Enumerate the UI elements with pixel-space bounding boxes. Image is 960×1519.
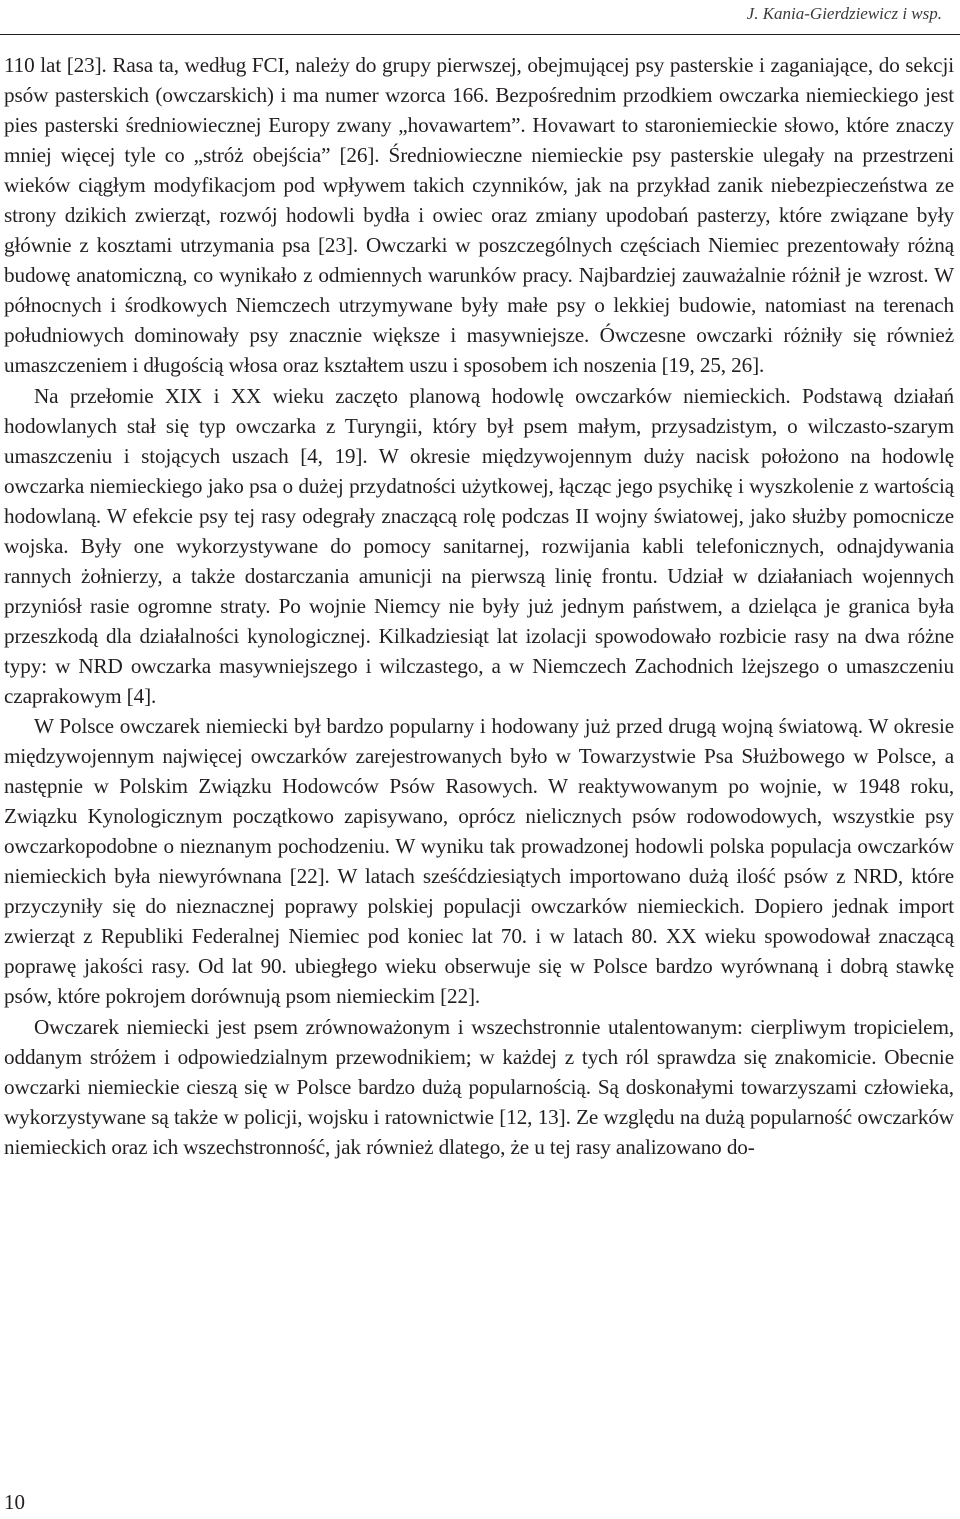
header-rule — [0, 34, 960, 35]
paragraph: 110 lat [23]. Rasa ta, według FCI, należy do grupy pierwszej, obejmującej psy pasterskie i zaganiające, do sekcji psów pasterskich (owczarskich) i ma numer wzorca 166. Bezpośrednim przodkiem owczarka niemieckiego jest pies pasterski średniowiecznej Europy zwany „hovawartem”. Hovawart to staroniemieckie słowo, które znaczy mniej więcej tyle co „stróż obejścia” [26]. Średniowieczne niemieckie psy pasterskie ulegały na przestrzeni wieków ciągłym modyfikacjom pod wpływem takich czynników, jak na przykład zanik niebezpieczeństwa ze strony dzikich zwierząt, rozwój hodowli bydła i owiec oraz zmiany upodobań pasterzy, które związane były głównie z kosztami utrzymania psa [23]. Owczarki w poszczególnych częściach Niemiec prezentowały różną budowę anatomiczną, co wynikało z odmiennych warunków pracy. Najbardziej zauważalnie różnił je wzrost. W północnych i środkowych Niemczech utrzymywane były małe psy o lekkiej budowie, natomiast na terenach południowych dominowały psy znacznie większe i masywniejsze. Ówczesne owczarki różniły się również umaszczeniem i długością włosa oraz kształtem uszu i sposobem ich noszenia [19, 25, 26]. — [4, 53, 954, 378]
running-header: J. Kania-Gierdziewicz i wsp. — [746, 4, 942, 23]
paragraph: Na przełomie XIX i XX wieku zaczęto planową hodowlę owczarków niemieckich. Podstawą działań hodowlanych stał się typ owczarka z Turyngii, który był psem małym, przysadzistym, o wilczasto-szarym umaszczeniu i stojących uszach [4, 19]. W okresie międzywojennym duży nacisk położono na hodowlę owczarka niemieckiego jako psa o dużej przydatności użytkowej, łącząc jego psychikę i wyszkolenie z wartością hodowlaną. W efekcie psy tej rasy odegrały znaczącą rolę podczas II wojny światowej, jako służby pomocnicze wojska. Były one wykorzystywane do pomocy sanitarnej, rozwijania kabli telefonicznych, odnajdywania rannych żołnierzy, a także dostarczania amunicji na pierwszą linię frontu. Udział w działaniach wojennych przyniósł rasie ogromne straty. Po wojnie Niemcy nie były już jednym państwem, a dzieląca je granica była przeszkodą dla działalności kynologicznej. Kilkadziesiąt lat izolacji spowodowało rozbicie rasy na dwa różne typy: w NRD owczarka masywniejszego i wilczastego, a w Niemczech Zachodnich lżejszego o umaszczeniu czaprakowym [4]. — [4, 383, 954, 708]
paragraph: Owczarek niemiecki jest psem zrównoważonym i wszechstronnie utalentowanym: cierpliwym tropicielem, oddanym stróżem i odpowiedzialnym przewodnikiem; w każdej z tych ról sprawdza się znakomicie. Obecnie owczarki niemieckie cieszą się w Polsce bardzo dużą popularnością. Są doskonałymi towarzyszami człowieka, wykorzystywane są także w policji, wojsku i ratownictwie [12, 13]. Ze względu na dużą popularność owczarków niemieckich oraz ich wszechstronność, jak również dlatego, że u tej rasy analizowano do- — [4, 1014, 954, 1159]
body-text — [4, 50, 954, 1162]
paragraph: W Polsce owczarek niemiecki był bardzo popularny i hodowany już przed drugą wojną światową. W okresie międzywojennym najwięcej owczarków zarejestrowanych było w Towarzystwie Psa Służbowego w Polsce, a następnie w Polskim Związku Hodowców Psów Rasowych. W reaktywowanym po wojnie, w 1948 roku, Związku Kynologicznym początkowo zapisywano, oprócz nielicznych psów rodowodowych, wszystkie psy owczarkopodobne o nieznanym pochodzeniu. W wyniku tak prowadzonej hodowli polska populacja owczarków niemieckich była niewyrównana [22]. W latach sześćdziesiątych importowano dużą ilość psów z NRD, które przyczyniły się do nieznacznej poprawy polskiej populacji owczarków niemieckich. Dopiero jednak import zwierząt z Republiki Federalnej Niemiec pod koniec lat 70. i w latach 80. XX wieku spowodował znaczącą poprawę jakości rasy. Od lat 90. ubiegłego wieku obserwuje się w Polsce bardzo wyrównaną i dobrą stawkę psów, które pokrojem dorównują psom niemieckim [22]. — [4, 714, 954, 1009]
page-number: 10 — [4, 1490, 25, 1514]
